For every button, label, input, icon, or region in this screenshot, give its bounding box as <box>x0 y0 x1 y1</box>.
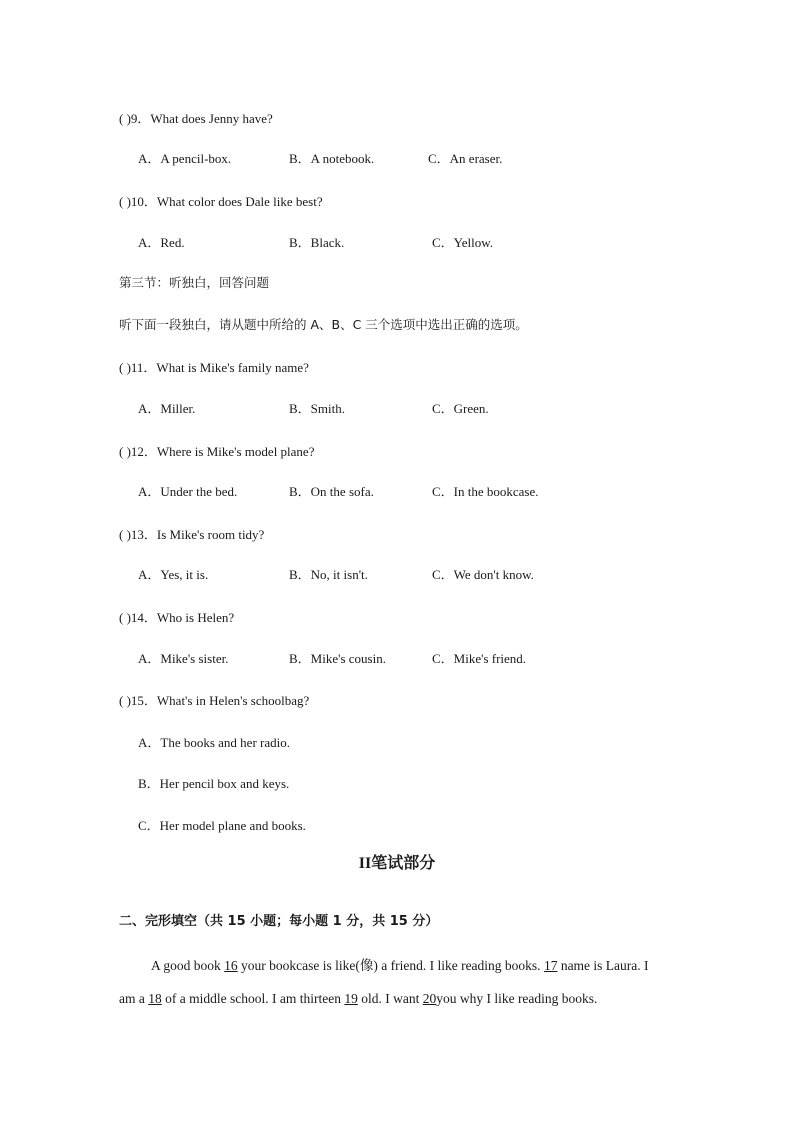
question-14: ( )14．Who is Helen? <box>119 610 235 625</box>
q10-option-c: C．Yellow. <box>432 235 494 250</box>
section3-title: 第三节：听独白，回答问题 <box>119 275 270 290</box>
section3-instruction: 听下面一段独白，请从题中所给的 A、B、C 三个选项中选出正确的选项。 <box>119 317 528 332</box>
q15-option-c: C．Her model plane and books. <box>138 818 306 833</box>
passage-text: am a <box>119 991 149 1006</box>
q9-option-b: B．A notebook. <box>289 151 375 166</box>
passage-text: your bookcase is like(像) a friend. I like reading books. <box>237 958 544 973</box>
part2-title-text: 笔试部分 <box>371 853 436 872</box>
q13-option-c: C．We don't know. <box>432 567 534 582</box>
blank-19: 19 <box>344 991 358 1006</box>
q10-option-b: B．Black. <box>289 235 345 250</box>
passage-line-1 <box>151 957 649 975</box>
part2-title <box>0 852 794 875</box>
passage-text: name is Laura. I <box>557 958 649 973</box>
passage-text: of a middle school. I am thirteen <box>161 991 345 1006</box>
q12-option-a: A．Under the bed. <box>138 484 238 499</box>
question-15: ( )15．What's in Helen's schoolbag? <box>119 693 310 708</box>
q9-option-c: C．An eraser. <box>428 151 503 166</box>
q12-option-c: C．In the bookcase. <box>432 484 539 499</box>
q11-option-b: B．Smith. <box>289 401 345 416</box>
q11-option-c: C．Green. <box>432 401 489 416</box>
blank-18: 18 <box>148 991 162 1006</box>
q12-option-b: B．On the sofa. <box>289 484 374 499</box>
q13-option-b: B．No, it isn't. <box>289 567 368 582</box>
question-11: ( )11．What is Mike's family name? <box>119 360 309 375</box>
question-12: ( )12．Where is Mike's model plane? <box>119 444 315 459</box>
passage-text: old. I want <box>357 991 423 1006</box>
q14-option-a: A．Mike's sister. <box>138 651 229 666</box>
passage-line-2 <box>119 990 597 1008</box>
q11-option-a: A．Miller. <box>138 401 196 416</box>
blank-16: 16 <box>224 958 238 973</box>
q9-option-a: A．A pencil-box. <box>138 151 232 166</box>
blank-17: 17 <box>543 958 558 973</box>
blank-20: 20 <box>422 991 437 1006</box>
question-10: ( )10．What color does Dale like best? <box>119 194 323 209</box>
passage-text: you why I like reading books. <box>436 991 598 1006</box>
part2-title-roman: II <box>358 855 372 872</box>
q10-option-a: A．Red. <box>138 235 185 250</box>
q15-option-a: A．The books and her radio. <box>138 735 290 750</box>
question-9: ( )9．What does Jenny have? <box>119 111 273 126</box>
q14-option-c: C．Mike's friend. <box>432 651 527 666</box>
q15-option-b: B．Her pencil box and keys. <box>138 776 290 791</box>
question-13: ( )13．Is Mike's room tidy? <box>119 527 265 542</box>
cloze-heading: 二、完形填空（共 15 小题；每小题 1 分，共 15 分） <box>119 914 439 929</box>
q14-option-b: B．Mike's cousin. <box>289 651 386 666</box>
passage-text: A good book <box>151 958 225 973</box>
q13-option-a: A．Yes, it is. <box>138 567 209 582</box>
